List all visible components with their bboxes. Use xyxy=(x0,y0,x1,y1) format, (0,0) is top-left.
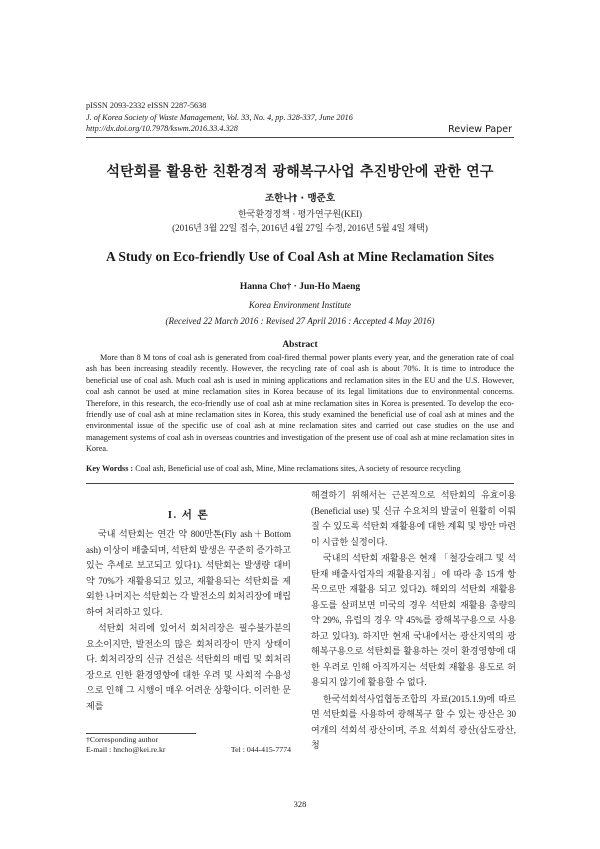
journal-citation: J. of Korea Society of Waste Management, Vol. 33, No. 4, pp. 328-337, June 2016 xyxy=(86,112,353,122)
paper-type-label: Review Paper xyxy=(448,124,512,135)
footnote-tel: Tel : 044-415-7774 xyxy=(230,745,291,754)
affiliation-english: Korea Environment Institute xyxy=(248,300,352,310)
body-paragraph: 해결하기 위해서는 근본적으로 석탄회의 유효이용(Beneficial use) 및 신규 수요처의 발굴이 원활히 이뤄질 수 있도록 석탄회 재활용에 대한 계획 및 방안 마련이 시급한 실정이다. xyxy=(311,490,516,547)
body-paragraph: 국내 석탄회는 연간 약 800만톤(Fly ash＋Bottom ash) 이상이 배출되며, 석탄회 발생은 꾸준히 증가하고 있는 추세로 보고되고 있다1). 석탄회는 발생량 대비 약 70%가 재활용되고 있고, 재활용되는 석탄회를 제외한 나머지는 석탄회는 각 발전소의 회처리장에 매립하여 처리하고 있다. xyxy=(86,529,291,617)
journal-header xyxy=(86,100,353,135)
footnote-email[interactable]: E-mail : hncho@kei.re.kr xyxy=(86,745,166,754)
header-rule xyxy=(86,137,514,138)
authors-korean: 조한나† · 맹준호 xyxy=(264,193,336,204)
title-korean: 석탄회를 활용한 친환경적 광해복구사업 추진방안에 관한 연구 xyxy=(106,164,494,180)
abstract-rule xyxy=(86,483,514,484)
body-paragraph: 한국석회석사업협동조합의 자료(2015.1.9)에 따르면 석탄회를 사용하여 광해복구 할 수 있는 광산은 30여개의 석회석 광산이며, 주요 석회석 광산(삼도광산, 청 xyxy=(311,693,516,750)
page-number: 328 xyxy=(293,799,307,809)
keywords-text: Coal ash, Beneficial use of coal ash, Mine, Mine reclamations sites, A society of resource recycling xyxy=(135,464,461,473)
dates-korean: (2016년 3월 22일 접수, 2016년 4월 27일 수정, 2016년 5월 4일 채택) xyxy=(172,223,428,233)
affiliation-korean: 한국환경정책 · 평가연구원(KEI) xyxy=(237,209,363,219)
doi-link[interactable]: http://dx.doi.org/10.7978/kswm.2016.33.4.328 xyxy=(86,124,238,133)
abstract-text: More than 8 M tons of coal ash is generated from coal-fired thermal power plants every year, and the generation rate of coal ash has been increasing steadily recently. However, the recycling rate of coal ash is about 70%. It is time to introduce the beneficial use of coal ash. Much coal ash is used in mining applications and reclamation sites in the EU and the U.S. However, coal ash cannot be used at mine reclamation sites in Korea because of its legal limitations due to environmental concerns. Therefore, in this research, the eco-friendly use of coal ash at mine reclamation sites in Korea is presented. To develop the eco-friendly use of coal ash at mine reclamation sites in Korea, this study examined the beneficial use of coal ash at mines and the environmental issue of the specific use of coal ash at mine reclamation sites and carried out case studies on the use and management systems of coal ash in overseas countries and investigation of the present use of coal ash at mine reclamation sites in Korea. xyxy=(86,353,514,454)
issn-line: pISSN 2093-2332 eISSN 2287-5638 xyxy=(86,101,207,110)
body-column-right xyxy=(311,488,516,755)
keywords-line xyxy=(86,464,514,473)
dates-english: (Received 22 March 2016 : Revised 27 April 2016 : Accepted 4 May 2016) xyxy=(165,316,435,326)
abstract-heading: Abstract xyxy=(282,340,318,350)
body-column-left xyxy=(86,527,291,715)
title-english: A Study on Eco-friendly Use of Coal Ash at Mine Reclamation Sites xyxy=(105,249,495,264)
body-paragraph: 석탄회 처리에 있어서 회처리장은 필수불가분의 요소이지만, 발전소의 많은 회처리장이 만지 상태이다. 회처리장의 신규 건설은 석탄회의 매립 및 회처리장으로 인한 환경영향에 대한 우려 및 사회적 수용성으로 인해 그 시행이 매우 어려운 상황이다. 이러한 문제를 xyxy=(86,623,291,711)
footnote xyxy=(86,735,291,755)
section-heading: I. 서 론 xyxy=(167,510,210,521)
body-paragraph: 국내의 석탄회 재활용은 현재 「철강슬래그 및 석탄재 배출사업자의 재활용지침」에 따라 총 15개 항목으로만 재활용 되고 있다2). 해외의 석탄회 재활용 용도를 살펴보면 미국의 경우 석탄회 재활용 총량의 약 29%, 유럽의 경우 약 45%를 광해복구용으로 사용하고 있다3). 하지만 현재 국내에서는 광산지역의 광해복구용으로 석탄회를 활용하는 것이 환경영향에 대한 우려로 인해 아직까지는 석탄회 재활용 용도로 허용되지 않기에 활용할 수 없다. xyxy=(311,553,516,687)
footnote-rule xyxy=(86,733,196,734)
footnote-label: †Corresponding author xyxy=(86,735,159,744)
keywords-label: Key Wordss : xyxy=(86,464,134,473)
authors-english: Hanna Cho† · Jun-Ho Maeng xyxy=(239,282,361,292)
